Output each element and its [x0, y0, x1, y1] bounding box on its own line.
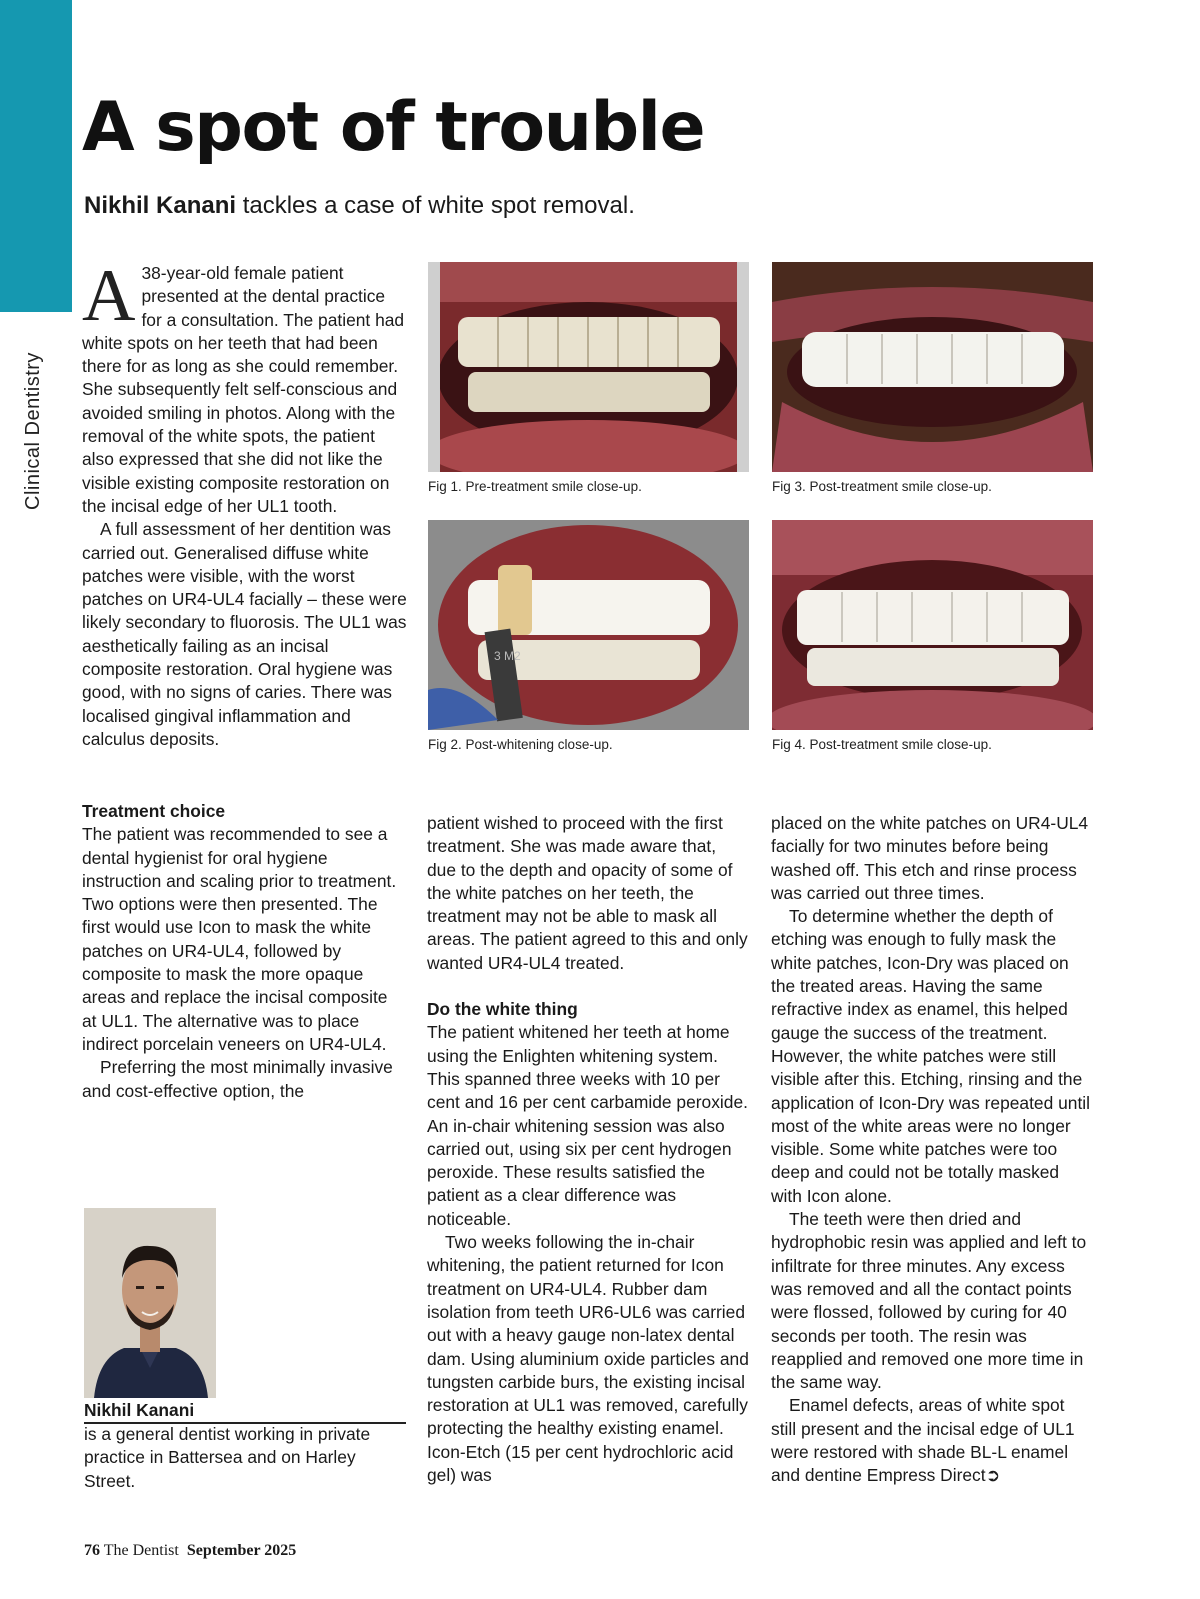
figure-1-caption: Fig 1. Pre-treatment smile close-up. [428, 479, 642, 494]
section-label: Clinical Dentistry [22, 352, 44, 510]
column-2 [427, 812, 749, 1487]
publication-name: The Dentist [103, 1542, 179, 1559]
figure-2-photo [428, 520, 749, 730]
author-bio: is a general dentist working in private practice in Battersea and on Harley Street. [84, 1424, 371, 1491]
treatment-column [82, 800, 404, 1103]
column-3 [771, 812, 1093, 1488]
treatment-paragraph-1: The patient was recommended to see a dental hygienist for oral hygiene instruction and scaling prior to treatment. Two options were then presented. The first would use Icon to mask the white patches on UR4-UL4, followed by composite to mask the more opaque areas and replace the incisal composite at UL1. The alternative was to place indirect porcelain veneers on UR4-UL4. [82, 824, 397, 1054]
shade-tab-label: 3 M2 [494, 649, 521, 663]
article-title: A spot of trouble [82, 88, 705, 167]
col3-paragraph-1: placed on the white patches on UR4-UL4 facially for two minutes before being washed off. This etch and rinse process was carried out three times. [771, 813, 1089, 903]
figure-3-caption: Fig 3. Post-treatment smile close-up. [772, 479, 992, 494]
page-footer [84, 1542, 296, 1560]
continue-arrow-icon: ➲ [985, 1465, 1001, 1486]
author-photo [84, 1208, 216, 1398]
treatment-paragraph-2: Preferring the most minimally invasive and cost-effective option, the [82, 1057, 393, 1101]
col3-paragraph-3: The teeth were then dried and hydrophobic resin was applied and left to infiltrate for three minutes. Any excess was removed and all the contact points were flossed, followed by curing for 40 seconds per tooth. The resin was reapplied and removed one more time in the same way. [771, 1209, 1087, 1393]
intro-paragraph-1-text: 38-year-old female patient presented at the dental practice for a consultation. The patient had white spots on her teeth that had been there for as long as she could remember. She subsequently felt self-conscious and avoided smiling in photos. Along with the removal of the white spots, the patient also expressed that she did not like the visible existing composite restoration on the incisal edge of her UL1 tooth. [82, 263, 405, 516]
standfirst-text: tackles a case of white spot removal. [236, 192, 635, 219]
intro-column [82, 255, 410, 751]
col2-paragraph-2: The patient whitened her teeth at home using the Enlighten whitening system. This spanned three weeks with 10 per cent and 16 per cent carbamide peroxide. An in-chair whitening session was also carried out, using six per cent hydrogen peroxide. These results satisfied the patient as a clear difference was noticeable. [427, 1022, 748, 1229]
intro-paragraph-1 [82, 255, 410, 518]
whitening-heading: Do the white thing [427, 999, 578, 1020]
section-color-bar [0, 0, 72, 312]
issue-date: September 2025 [186, 1542, 297, 1559]
treatment-heading: Treatment choice [82, 801, 226, 821]
figure-1-photo [428, 262, 749, 472]
col3-paragraph-4-text: Enamel defects, areas of white spot still present and the incisal edge of UL1 were restored with shade BL-L enamel and dentine Empress Direct [771, 1395, 1075, 1486]
col2-paragraph-3: Two weeks following the in-chair whitening, the patient returned for Icon treatment on UR4-UL4. Rubber dam isolation from teeth UR6-UL6 was carried out with a heavy gauge non-latex dental dam. Using aluminium oxide particles and tungsten carbide burs, the existing incisal restoration at UL1 was removed, carefully protecting the healthy existing enamel. Icon-Etch (15 per cent hydrochloric acid gel) was [427, 1232, 749, 1486]
col2-paragraph-1: patient wished to proceed with the first treatment. She was made aware that, due to the depth and opacity of some of the white patches on her teeth, the treatment may not be able to mask all areas. The patient agreed to this and only wanted UR4-UL4 treated. [427, 813, 748, 973]
col3-paragraph-2: To determine whether the depth of etching was enough to fully mask the white patches, Icon-Dry was placed on the treated areas. Having the same refractive index as enamel, this helped gauge the success of the treatment. However, the white patches were still visible after this. Etching, rinsing and the application of Icon-Dry was repeated until most of the white areas were no longer visible. Some white patches were too deep and could not be totally masked with Icon alone. [771, 906, 1091, 1206]
author-name: Nikhil Kanani [84, 1399, 406, 1424]
col3-paragraph-4 [771, 1394, 1093, 1487]
figure-3-photo [772, 262, 1093, 472]
article-standfirst [84, 192, 635, 220]
figure-2-caption: Fig 2. Post-whitening close-up. [428, 737, 613, 752]
figure-4-photo [772, 520, 1093, 730]
standfirst-author: Nikhil Kanani [84, 192, 237, 219]
page-number: 76 [84, 1542, 100, 1559]
drop-cap: A [82, 255, 136, 337]
intro-paragraph-2: A full assessment of her dentition was carried out. Generalised diffuse white patches were visible, with the worst patches on UR4-UL4 facially – these were likely secondary to fluorosis. The UL1 was aesthetically failing as an incisal composite restoration. Oral hygiene was good, with no signs of caries. There was localised gingival inflammation and calculus deposits. [82, 519, 407, 749]
figure-4-caption: Fig 4. Post-treatment smile close-up. [772, 737, 992, 752]
